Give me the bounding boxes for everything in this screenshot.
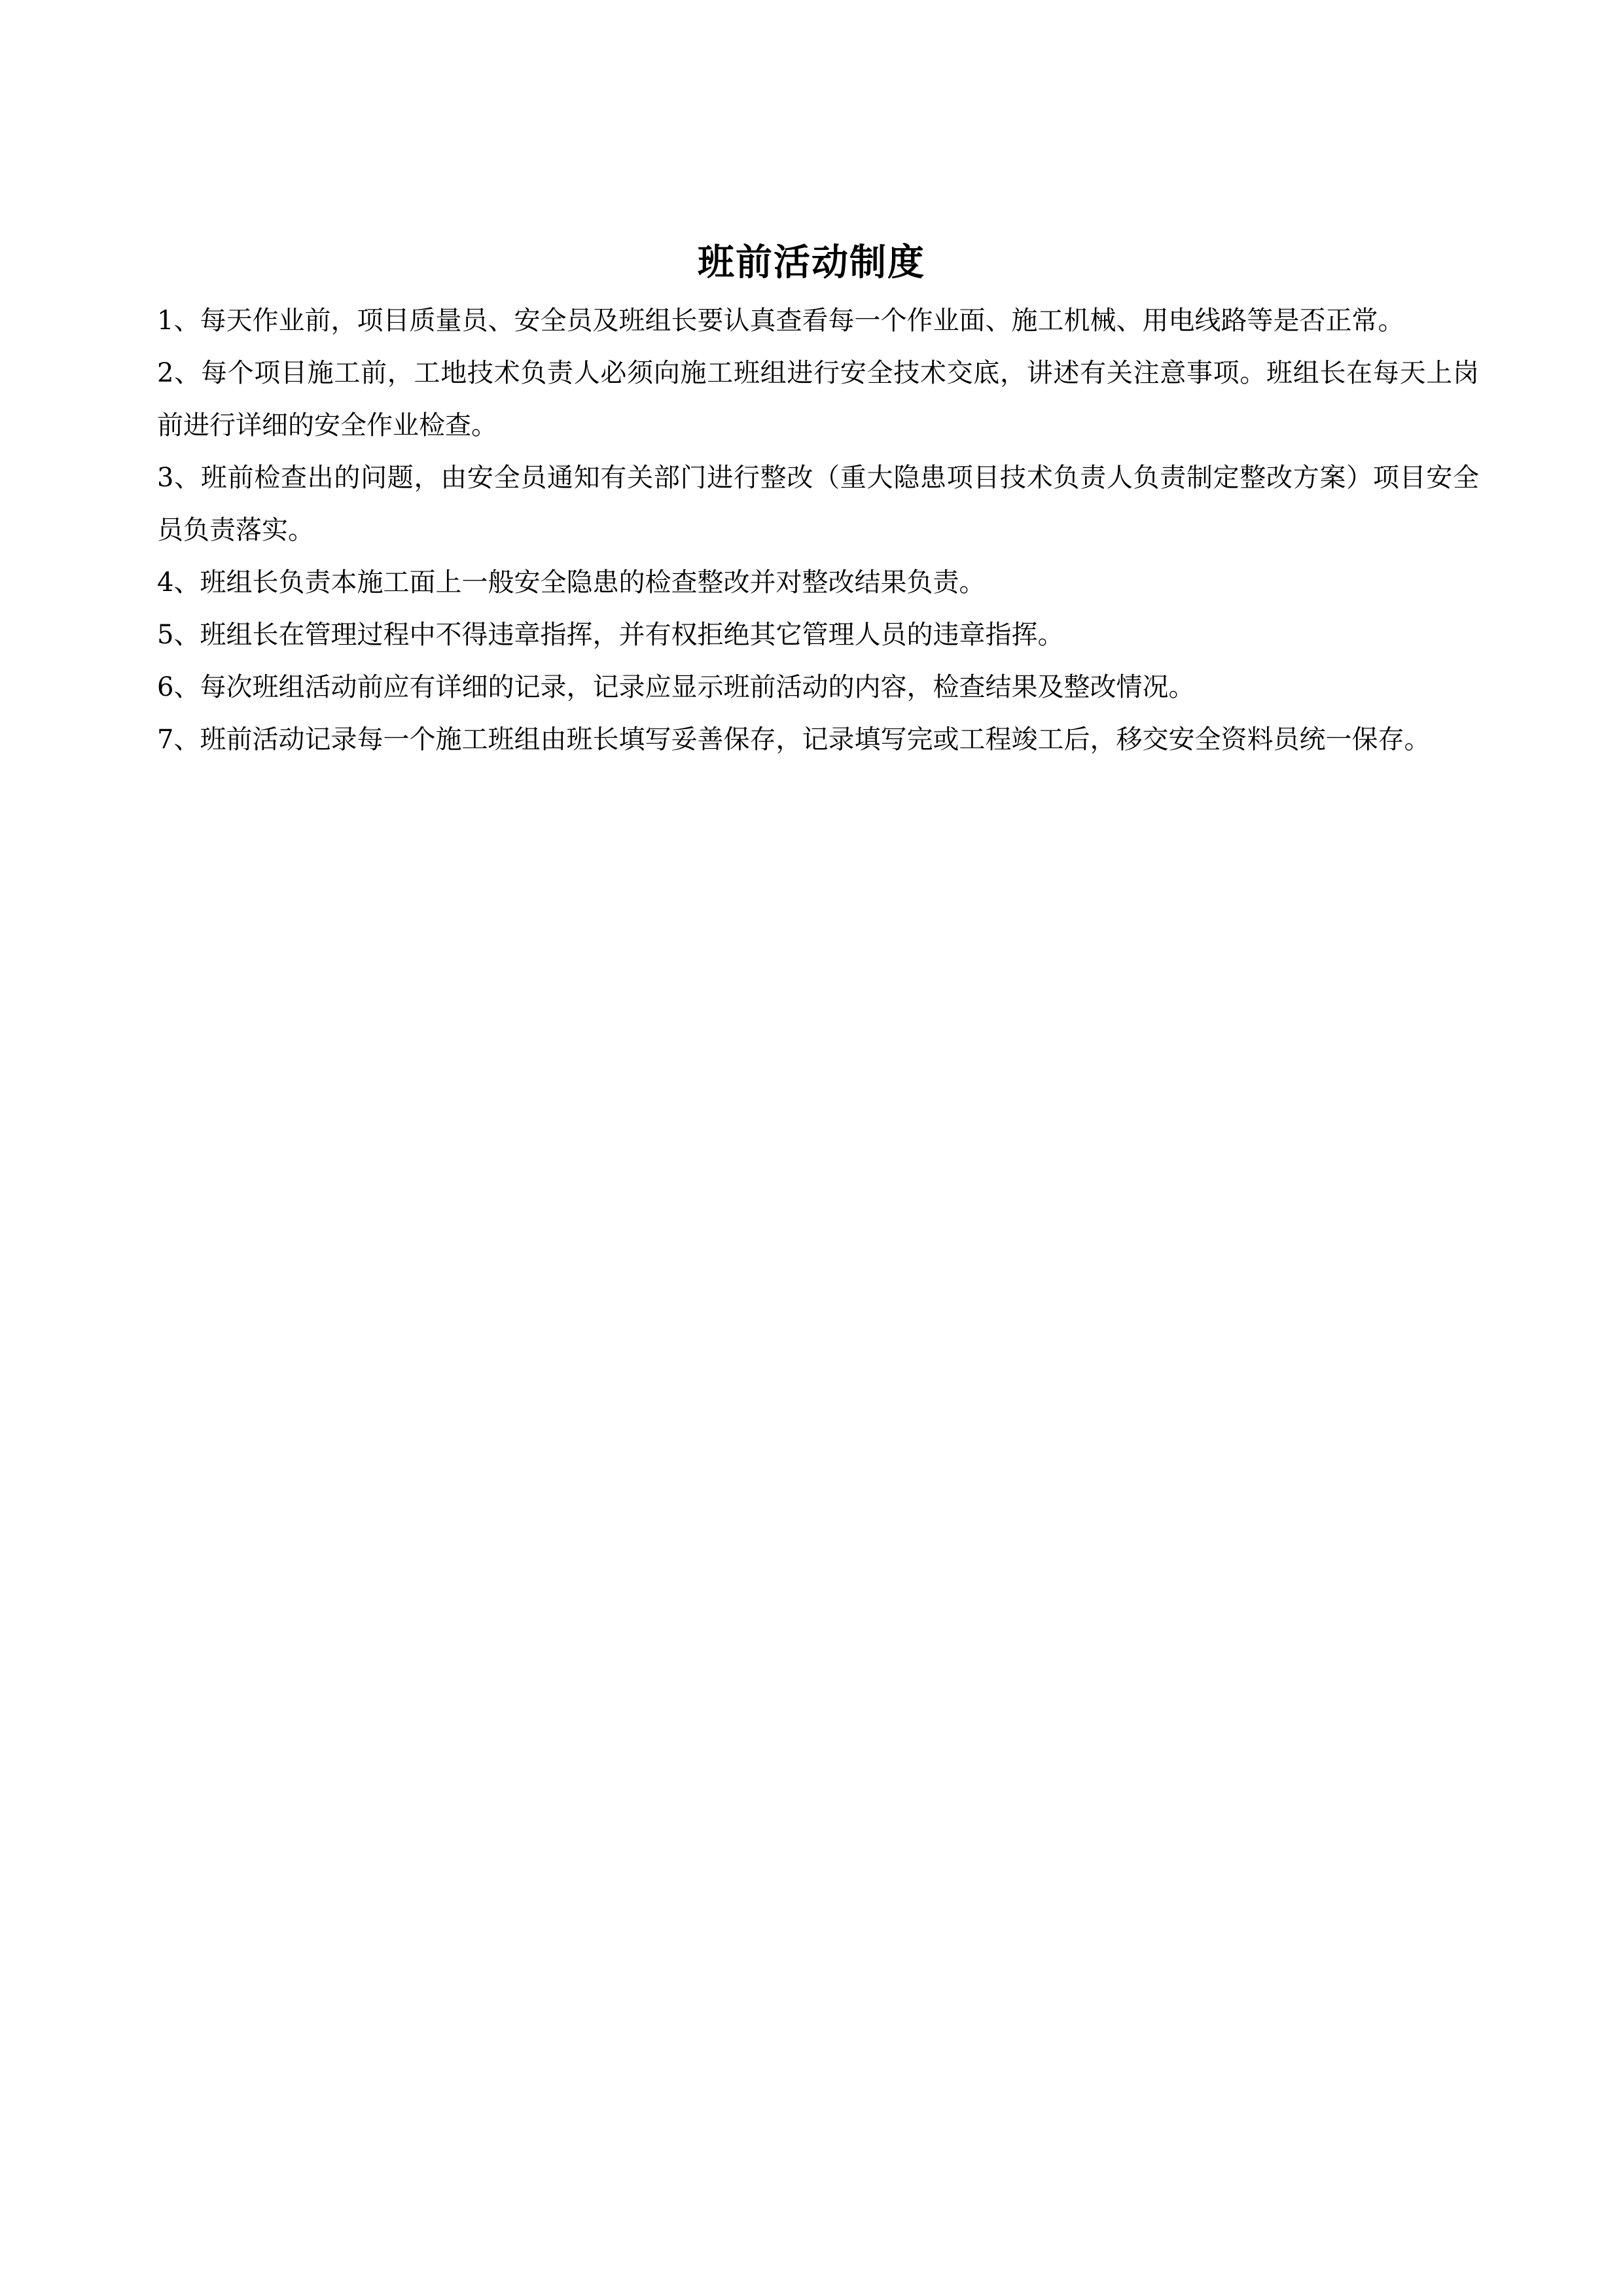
rule-item-2: 2、每个项目施工前，工地技术负责人必须向施工班组进行安全技术交底，讲述有关注意事项。班组长在每天上岗前进行详细的安全作业检查。 <box>157 358 1479 440</box>
document-title: 班前活动制度 <box>698 242 925 284</box>
rule-item-6: 6、每次班组活动前应有详细的记录，记录应显示班前活动的内容，检查结果及整改情况。 <box>157 672 1195 702</box>
rule-item-1: 1、每天作业前，项目质量员、安全员及班组长要认真查看每一个作业面、施工机械、用电线路等是否正常。 <box>157 306 1404 336</box>
rules-list <box>157 295 1479 766</box>
rule-item-4: 4、班组长负责本施工面上一般安全隐患的检查整改并对整改结果负责。 <box>157 567 986 598</box>
rule-item-7: 7、班前活动记录每一个施工班组由班长填写妥善保存，记录填写完或工程竣工后，移交安全资料员统一保存。 <box>157 725 1431 755</box>
rule-item-3: 3、班前检查出的问题，由安全员通知有关部门进行整改（重大隐患项目技术负责人负责制定整改方案）项目安全员负责落实。 <box>157 463 1479 545</box>
rule-item-5: 5、班组长在管理过程中不得违章指挥，并有权拒绝其它管理人员的违章指挥。 <box>157 620 1064 650</box>
